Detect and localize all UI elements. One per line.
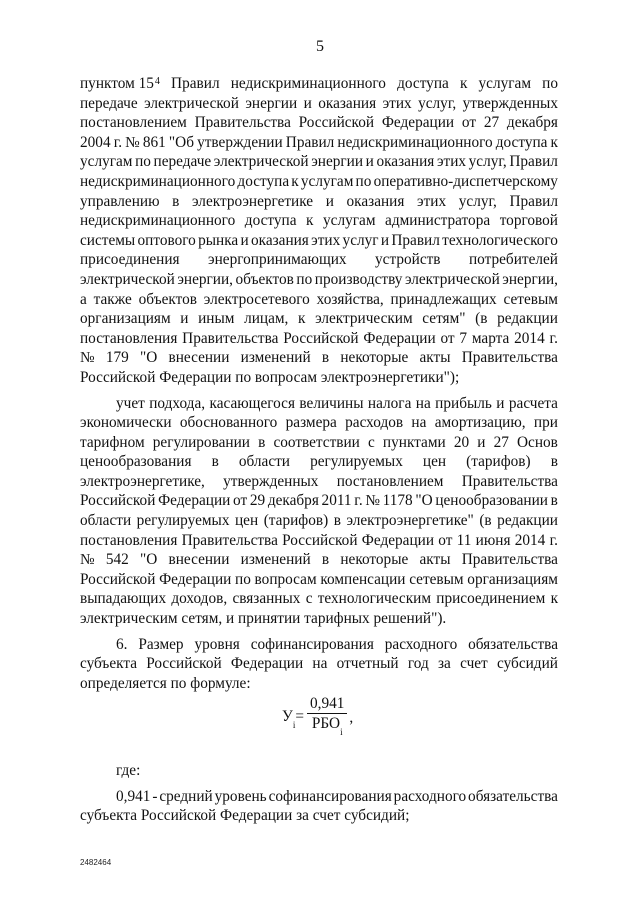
word: к <box>291 172 299 190</box>
word: услуг, <box>458 192 497 210</box>
word: 2004 <box>80 133 111 151</box>
word: администратора <box>385 212 491 230</box>
formula <box>282 695 353 738</box>
text-line <box>80 348 558 368</box>
word: на <box>411 414 427 432</box>
word: цен <box>235 512 259 530</box>
word: и <box>303 94 312 112</box>
word: оказания <box>376 153 435 171</box>
word: г. <box>549 329 558 347</box>
word: внесении <box>168 349 230 367</box>
word: по <box>235 570 251 588</box>
word: за <box>438 655 451 673</box>
word: Российской <box>282 531 358 549</box>
word: цен <box>422 453 447 471</box>
word: Федерации <box>158 492 231 510</box>
word: 11 <box>456 531 472 549</box>
word: некоторые <box>340 551 409 569</box>
word: пунктами <box>382 433 446 451</box>
word: в <box>172 192 180 210</box>
paragraph-2-last-line: электрическим сетям, и принятии тарифных решений"). <box>80 610 447 628</box>
word: оказания <box>250 231 309 249</box>
text-line <box>80 290 558 310</box>
word: в <box>333 512 341 530</box>
word: расходов <box>345 414 404 432</box>
word: рынка <box>198 231 239 249</box>
word: отчетный <box>336 655 399 673</box>
text-line <box>80 531 558 551</box>
word: по <box>542 75 558 92</box>
text-line <box>80 589 558 609</box>
word: в <box>550 492 558 510</box>
word: оптового <box>137 231 196 249</box>
text-line <box>80 192 558 212</box>
word: Российской <box>298 114 375 132</box>
word: 6. <box>116 635 128 653</box>
word: области <box>238 453 290 471</box>
word: оказания <box>346 192 405 210</box>
word: при <box>533 414 558 432</box>
word: к <box>306 212 314 230</box>
word: расчета <box>508 394 558 412</box>
word: постановления <box>80 329 178 347</box>
word: компенсации <box>320 570 406 588</box>
word: от <box>461 114 477 132</box>
text-line <box>80 152 558 172</box>
word: № <box>80 551 95 569</box>
text-line <box>80 413 558 433</box>
word: по <box>355 172 372 190</box>
word: акты <box>419 349 451 367</box>
word: утвержденных <box>462 94 558 112</box>
word: электроэнергетике <box>192 192 314 210</box>
text-line <box>80 172 558 192</box>
text-line <box>80 472 558 492</box>
text-line <box>80 94 558 114</box>
word: иным <box>198 310 235 328</box>
word: устройств <box>375 251 441 269</box>
word: Правил <box>391 231 440 249</box>
word: и <box>380 231 390 249</box>
word: энергии <box>245 94 298 112</box>
word: электрической <box>404 270 500 288</box>
text-line <box>80 570 558 590</box>
word: на <box>312 655 328 673</box>
word: утверждении <box>197 133 283 151</box>
word: Правил <box>285 133 335 151</box>
word: учет <box>116 394 145 412</box>
word: утвержденных <box>223 472 319 490</box>
word: № <box>125 133 140 151</box>
word: подхода, <box>149 394 206 412</box>
word: объектов <box>235 270 294 288</box>
word: услугам <box>300 172 354 190</box>
word: от <box>440 329 455 347</box>
word: Правительства <box>461 349 558 367</box>
text-line <box>80 211 558 231</box>
word: Правил <box>171 75 220 92</box>
word: и <box>325 192 334 210</box>
word: к <box>459 75 468 92</box>
word: софинансирования <box>268 787 392 805</box>
word: в <box>321 349 330 367</box>
word: передаче <box>80 94 138 112</box>
word: касающегося <box>209 394 295 412</box>
word: и <box>477 433 486 451</box>
word: марта <box>471 329 510 347</box>
word: соответствии <box>273 433 360 451</box>
word: изменений <box>240 551 311 569</box>
word: доступа <box>397 75 449 92</box>
word: ценообразования <box>80 453 192 471</box>
text-line <box>80 250 558 270</box>
paragraph-1-last-line: Российской Федерации по вопросам электроэнергетики"); <box>80 368 460 386</box>
text-line <box>80 113 558 133</box>
word: Основ <box>516 433 558 451</box>
word: обязательства <box>468 787 558 805</box>
word: внесении <box>168 551 230 569</box>
word: в <box>258 433 266 451</box>
word: электроэнергетике, <box>80 472 205 490</box>
word: 29 <box>249 492 266 510</box>
word: уровня <box>194 635 240 653</box>
word: субсидий <box>497 655 558 673</box>
word: торговой <box>499 212 558 230</box>
word: энергопринимающих <box>208 251 347 269</box>
word: услуг, <box>468 153 507 171</box>
word: присоединения <box>80 251 180 269</box>
word: 179 <box>105 349 129 367</box>
word: (в <box>475 310 488 328</box>
word: Правительства <box>194 114 291 132</box>
text-line <box>80 511 558 531</box>
word: софинансирования <box>250 635 374 653</box>
where-label: где: <box>116 762 141 779</box>
word: потребителей <box>468 251 558 269</box>
word: на <box>415 394 431 412</box>
word: уровень <box>214 787 267 805</box>
paragraph-4-last-line: субъекта Российской Федерации за счет субсидий; <box>80 807 410 825</box>
word: Федерации <box>381 114 455 132</box>
word: декабря <box>267 492 319 510</box>
word: г. <box>354 492 363 510</box>
word: энергии, <box>177 270 233 288</box>
text-line <box>80 270 558 290</box>
word: Российской <box>80 492 156 510</box>
word: оказания <box>318 94 377 112</box>
word: "О <box>140 349 158 367</box>
word: также <box>93 290 132 308</box>
word: с <box>368 433 375 451</box>
text-line <box>80 394 558 414</box>
word: Российской <box>283 329 359 347</box>
word: 2014 <box>514 531 546 549</box>
word: прибыль <box>435 394 492 412</box>
word: редакции <box>497 512 558 530</box>
text-line <box>80 452 558 472</box>
word: сетевым <box>409 570 464 588</box>
word: год <box>407 655 429 673</box>
word: г. <box>549 531 558 549</box>
word: электрической <box>144 94 239 112</box>
body-text <box>80 74 558 693</box>
word: величины <box>299 394 364 412</box>
word: этих <box>417 192 447 210</box>
word: налога <box>367 394 412 412</box>
word: Федерации <box>363 329 436 347</box>
text-line <box>80 133 558 153</box>
word: принадлежащих <box>390 290 497 308</box>
word: Федерации <box>159 570 232 588</box>
word: в <box>211 453 219 471</box>
word: расходного <box>393 787 467 805</box>
text-line <box>80 433 558 453</box>
word: 2014 <box>514 329 545 347</box>
page-number: 5 <box>316 38 324 55</box>
word: и <box>496 394 505 412</box>
word: хозяйства, <box>316 290 384 308</box>
word: и <box>240 231 249 249</box>
text-line <box>80 550 558 570</box>
word: по <box>296 270 313 288</box>
word: объектов <box>138 290 197 308</box>
word: постановлением <box>80 114 187 132</box>
word: пунктом 15$^4$ <box>80 75 160 92</box>
word: и <box>180 310 189 328</box>
word: Правительства <box>181 531 278 549</box>
word: регулируемых <box>310 453 403 471</box>
paragraph-1-line-first <box>80 74 558 94</box>
word: от <box>233 492 248 510</box>
word: Размер <box>138 635 184 653</box>
paragraph-3-last-line: определяется по формуле: <box>80 674 251 692</box>
word: электроэнергетике" <box>346 512 474 530</box>
body-text-continued <box>80 761 558 826</box>
word: 27 <box>483 114 500 132</box>
word: управлению <box>80 192 160 210</box>
word: регулировании <box>152 433 250 451</box>
word: организациям <box>80 310 171 328</box>
word: доходов, <box>171 590 228 608</box>
word: тарифном <box>80 433 145 451</box>
word: электрической <box>213 153 309 171</box>
word: от <box>438 531 453 549</box>
word: № <box>365 492 380 510</box>
word: счет <box>460 655 488 673</box>
word: постановления <box>80 531 178 549</box>
word: "О <box>415 492 433 510</box>
word: выпадающих <box>80 590 167 608</box>
word: 0,941 <box>116 787 151 805</box>
word: амортизацию, <box>434 414 526 432</box>
word: некоторые <box>340 349 409 367</box>
word: 861 <box>142 133 166 151</box>
word: электросетевого <box>203 290 310 308</box>
word: в <box>321 551 330 569</box>
word: постановлением <box>336 472 444 490</box>
text-line <box>80 491 558 511</box>
word: присоединением <box>436 590 546 608</box>
word: 7 <box>459 329 468 347</box>
word: (тарифов) <box>263 512 329 530</box>
word: "О <box>140 551 158 569</box>
word: Российской <box>146 655 222 673</box>
word: с <box>305 590 313 608</box>
text-line <box>80 329 558 349</box>
word: сетевым <box>503 290 558 308</box>
text-line <box>80 654 558 674</box>
word: "Об <box>168 133 194 151</box>
word: Правительства <box>182 329 279 347</box>
word: системы <box>80 231 136 249</box>
word: доступа <box>244 212 297 230</box>
word: оперативно-диспетчерскому <box>373 172 558 190</box>
word: этих <box>436 153 467 171</box>
word: размера <box>285 414 337 432</box>
formula-denominator: $РБО_i$ <box>311 715 343 738</box>
word: вопросам <box>254 570 317 588</box>
word: к <box>550 133 558 151</box>
word: услуг <box>342 231 379 249</box>
word: связанных <box>232 590 301 608</box>
word: № <box>80 349 95 367</box>
word: Правительства <box>461 551 558 569</box>
word: экономически <box>80 414 172 432</box>
word: июня <box>475 531 511 549</box>
word: Правил <box>509 192 558 210</box>
word: расходного <box>384 635 458 653</box>
word: Российской <box>80 570 156 588</box>
word: доступа <box>495 133 548 151</box>
word: по <box>135 153 151 171</box>
text-line <box>80 787 558 807</box>
word: электрическим <box>315 310 413 328</box>
word: изменений <box>240 349 311 367</box>
word: к <box>298 310 306 328</box>
word: а <box>80 290 87 308</box>
word: энергии, <box>502 270 558 288</box>
word: недискриминационного <box>80 212 236 230</box>
word: - <box>152 787 158 805</box>
word: ценообразовании <box>435 492 548 510</box>
word: электрической <box>80 270 175 288</box>
word: (в <box>479 512 492 530</box>
word: организациям <box>467 570 558 588</box>
word: средний <box>159 787 213 805</box>
word: области <box>80 512 132 530</box>
word: декабря <box>506 114 558 132</box>
word: услугам <box>323 212 376 230</box>
word: 2011 <box>321 492 352 510</box>
formula-fraction <box>307 695 347 738</box>
word: и <box>365 153 374 171</box>
formula-lhs: $У_i=$ <box>282 708 304 731</box>
word: 542 <box>105 551 129 569</box>
word: к <box>550 590 558 608</box>
word: доступа <box>237 172 290 190</box>
word: недискриминационного <box>80 172 236 190</box>
word: (тарифов) <box>466 453 531 471</box>
formula-tail: , <box>349 708 354 726</box>
word: 27 <box>493 433 509 451</box>
word: лицам, <box>244 310 289 328</box>
formula-numerator: 0,941 <box>307 695 347 714</box>
word: производству <box>314 270 403 288</box>
word: этих <box>311 231 341 249</box>
word: сетям" <box>422 310 466 328</box>
word: Правительства <box>461 472 558 490</box>
word: этих <box>382 94 412 112</box>
word: технологическим <box>317 590 431 608</box>
word: энергии <box>311 153 364 171</box>
word: Федерации <box>230 655 304 673</box>
word: редакции <box>497 310 558 328</box>
word: передаче <box>153 153 212 171</box>
text-line <box>80 309 558 329</box>
document-code: 2482464 <box>80 858 112 867</box>
text-line <box>80 635 558 655</box>
word: г. <box>113 133 123 151</box>
word: 1178 <box>382 492 413 510</box>
word: обоснованного <box>179 414 278 432</box>
word: услугам <box>478 75 531 92</box>
word: недискриминационного <box>230 75 386 92</box>
word: субъекта <box>80 655 138 673</box>
word: Правил <box>509 153 558 171</box>
word: в <box>550 453 558 471</box>
word: регулируемых <box>136 512 230 530</box>
word: Федерации <box>361 531 435 549</box>
word: недискриминационного <box>337 133 493 151</box>
text-line <box>80 231 558 251</box>
word: технологического <box>442 231 558 249</box>
word: 20 <box>453 433 470 451</box>
word: обязательства <box>468 635 558 653</box>
word: услугам <box>80 153 133 171</box>
word: услуг, <box>418 94 457 112</box>
word: акты <box>419 551 451 569</box>
